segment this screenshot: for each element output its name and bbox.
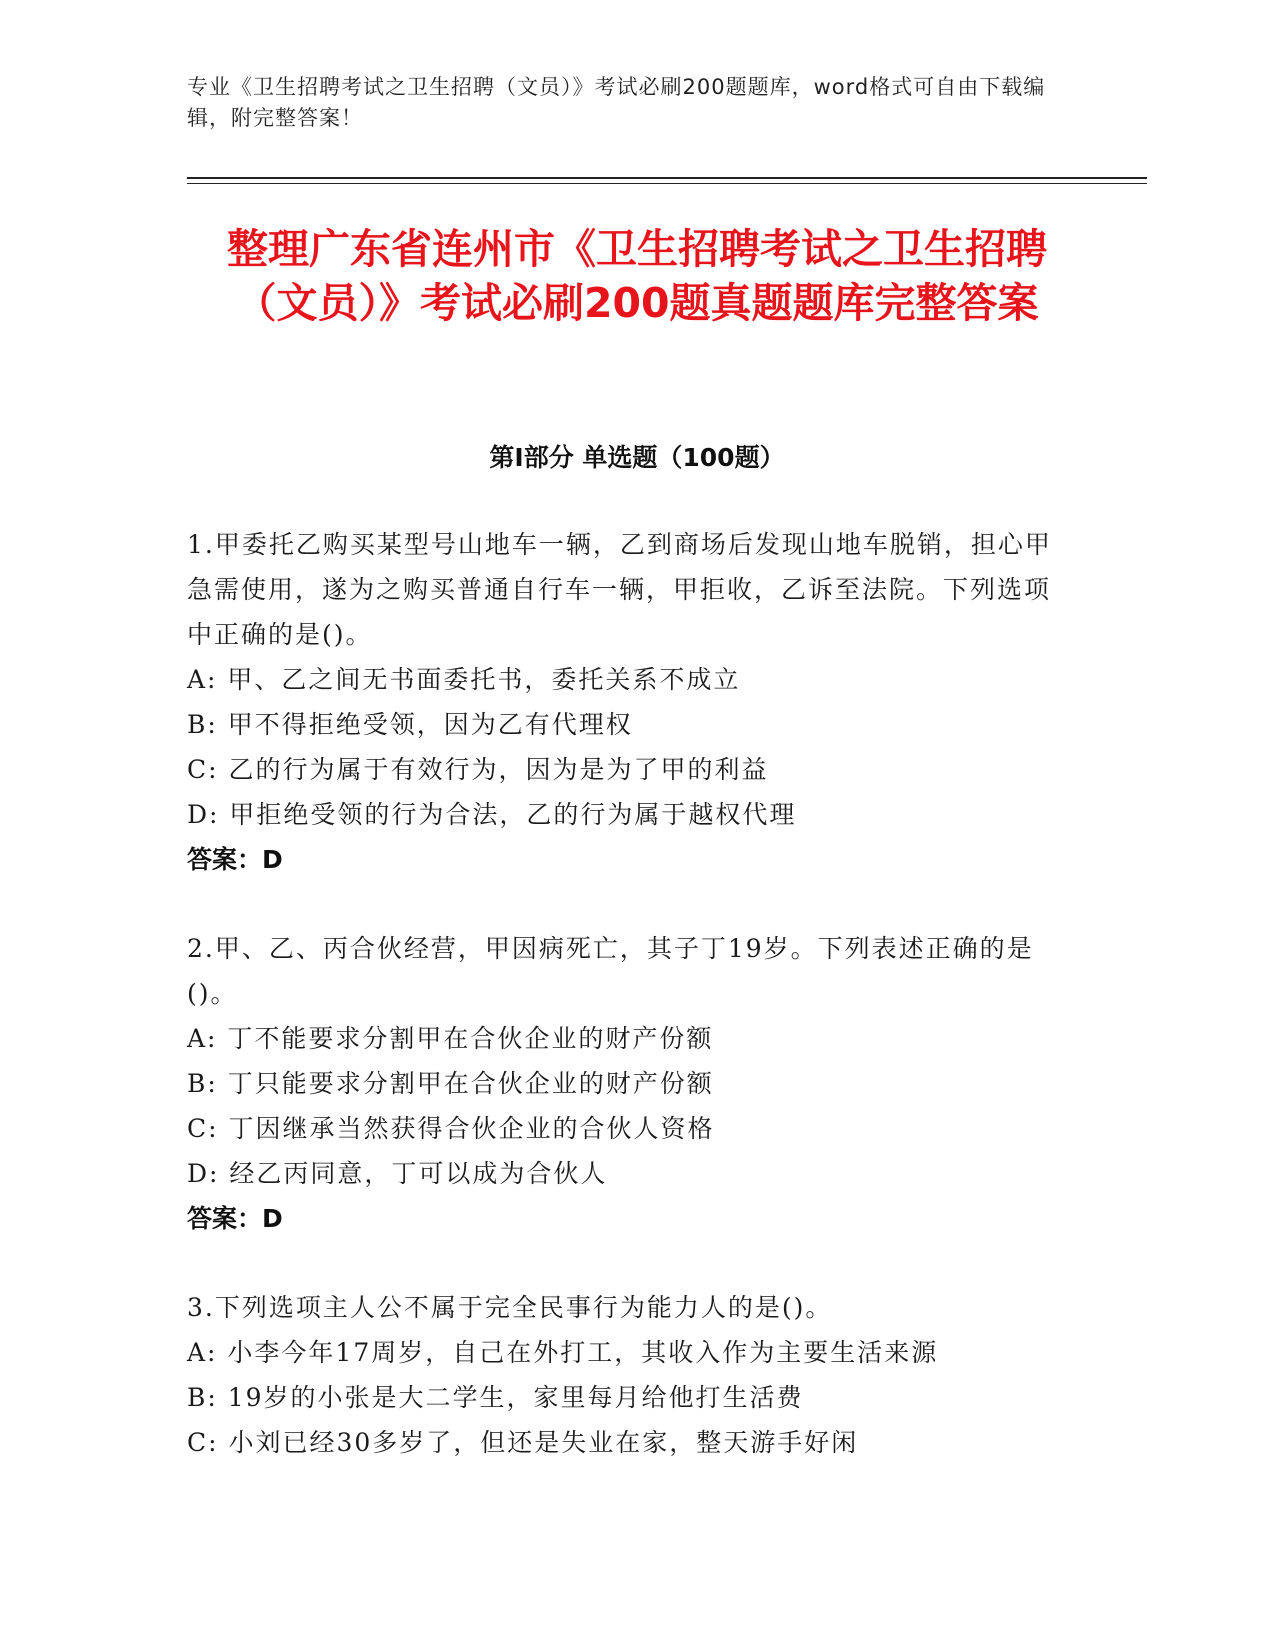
section-title: 第Ⅰ部分 单选题（100题） (489, 443, 785, 472)
option-c: C: 乙的行为属于有效行为，因为是为了甲的利益 (187, 755, 769, 784)
option-b: B: 丁只能要求分割甲在合伙企业的财产份额 (187, 1069, 714, 1098)
header-rule-thick (187, 177, 1147, 179)
question-3 (187, 1285, 1077, 1465)
question-list (187, 522, 1077, 1509)
option-a: A: 丁不能要求分割甲在合伙企业的财产份额 (187, 1024, 714, 1053)
option-d: D: 经乙丙同意，丁可以成为合伙人 (187, 1159, 608, 1188)
option-b: B: 19岁的小张是大二学生，家里每月给他打生活费 (187, 1383, 804, 1412)
question-stem: 3.下列选项主人公不属于完全民事行为能力人的是()。 (187, 1293, 833, 1322)
option-a: A: 甲、乙之间无书面委托书，委托关系不成立 (187, 665, 741, 694)
option-d: D: 甲拒绝受领的行为合法，乙的行为属于越权代理 (187, 800, 797, 829)
option-c: C: 丁因继承当然获得合伙企业的合伙人资格 (187, 1114, 715, 1143)
header-rule-thin (187, 183, 1147, 184)
question-stem: 2.甲、乙、丙合伙经营，甲因病死亡，其子丁19岁。下列表述正确的是()。 (187, 934, 1034, 1008)
header-note: 专业《卫生招聘考试之卫生招聘（文员）》考试必刷200题题库，word格式可自由下载编辑，附完整答案！ (187, 75, 1046, 130)
question-2 (187, 926, 1077, 1241)
option-c: C: 小刘已经30多岁了，但还是失业在家，整天游手好闲 (187, 1428, 859, 1457)
answer: 答案：D (187, 1204, 283, 1233)
question-1 (187, 522, 1077, 882)
document-title: 整理广东省连州市《卫生招聘考试之卫生招聘（文员）》考试必刷200题真题题库完整答案 (227, 225, 1047, 327)
option-b: B: 甲不得拒绝受领，因为乙有代理权 (187, 710, 633, 739)
question-stem: 1.甲委托乙购买某型号山地车一辆，乙到商场后发现山地车脱销，担心甲急需使用，遂为之购买普通自行车一辆，甲拒收，乙诉至法院。下列选项中正确的是()。 (187, 530, 1052, 649)
answer: 答案：D (187, 845, 283, 874)
option-a: A: 小李今年17周岁，自己在外打工，其收入作为主要生活来源 (187, 1338, 939, 1367)
